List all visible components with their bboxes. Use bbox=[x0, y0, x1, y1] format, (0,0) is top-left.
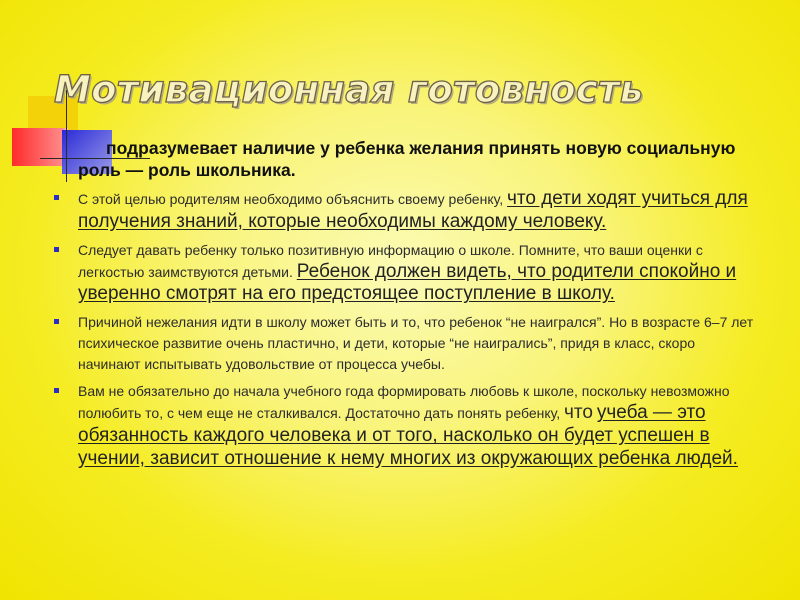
decor-red-square bbox=[12, 128, 68, 166]
bullet-text: Вам не обязательно до начала учебного года формировать любовь к школе, поскольку невозможно полюбить то, с чем еще не сталкивался. Достаточно дать понять ребенку, bbox=[78, 383, 730, 422]
bullet-marker-icon bbox=[54, 247, 59, 252]
bullet-emphasis: учеба — это обязанность каждого человека и от того, насколько он будет успешен в учении, зависит отношение к нему многих из окружающих ребенка людей. bbox=[78, 402, 738, 469]
intro-text bbox=[78, 138, 768, 182]
bullet-item bbox=[54, 240, 754, 307]
bullet-text: Причиной нежелания идти в школу может быть и то, что ребенок “не наигрался”. Но в возрасте 6–7 лет психическое развитие очень пластично, и дети, которые “не наигрались”, придя в класс, скоро начинают испытывать удовольствие от процесса учебы. bbox=[78, 314, 754, 373]
bullet-marker-icon bbox=[54, 319, 59, 324]
bullet-text: Следует давать ребенку только позитивную информацию о школе. Помните, что ваши оценки с легкостью заимствуются детьми. bbox=[78, 241, 703, 280]
bullet-marker-icon bbox=[54, 388, 59, 393]
bullet-item bbox=[54, 188, 754, 234]
bullet-emphasis: Ребенок должен видеть, что родители спокойно и уверенно смотрят на его предстоящее поступление в школу. bbox=[78, 260, 737, 305]
intro-line: подразумевает наличие у ребенка желания принять новую социальную роль — роль школьника. bbox=[78, 138, 736, 180]
slide-title: Мотивационная готовность bbox=[54, 68, 644, 111]
bullet-item bbox=[54, 381, 754, 470]
bullet-emphasis: что дети ходят учиться для получения знаний, которые необходимы каждому человеку. bbox=[78, 188, 748, 232]
bullet-emphasis-lead: что bbox=[564, 402, 593, 424]
bullet-item bbox=[54, 312, 754, 375]
bullet-text: С этой целью родителям необходимо объяснить своему ребенку, bbox=[78, 191, 504, 207]
bullet-list bbox=[54, 188, 754, 471]
bullet-marker-icon bbox=[54, 195, 59, 200]
